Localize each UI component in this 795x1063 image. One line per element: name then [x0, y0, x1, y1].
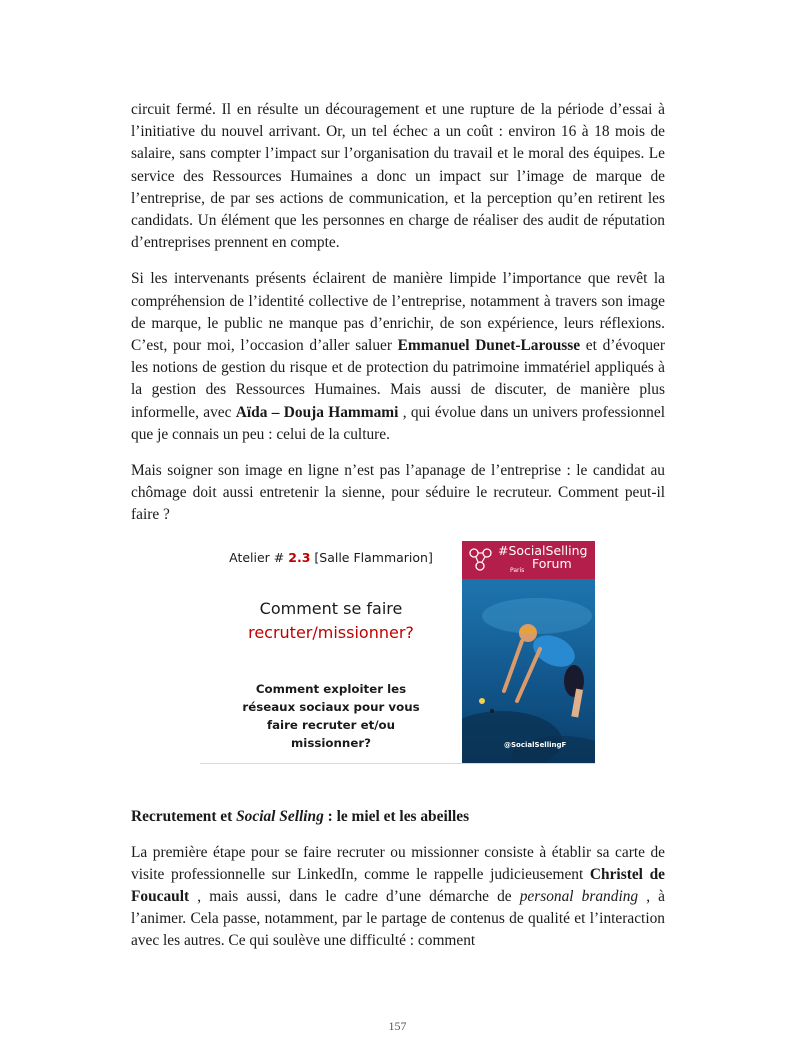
paragraph-4	[131, 842, 665, 953]
paragraph-2	[131, 268, 665, 446]
network-icon	[467, 545, 495, 575]
workshop-room: [Salle Flammarion]	[310, 549, 433, 565]
paragraph-2-text-b: et d’évoquer les notions de gestion du risque et de protection du patrimoine immatériel appliqués à la gestion des Ressources Humaines. Mais aussi de discuter, de manière plus informelle, avec	[131, 337, 665, 421]
heading-text-b: : le miel et les abeilles	[323, 807, 470, 825]
paragraph-2-text-a: Si les intervenants présents éclairent de manière limpide l’importance que revêt la compréhension de l’identité collective de l’entreprise, notamment à travers son image de marque, le public ne manque pas d’enrichir, de son expérience, leurs réflexions. C’est, pour moi, l’occasion d’aller saluer	[131, 270, 665, 355]
poster-handle: @SocialSellingF	[504, 740, 567, 749]
workshop-number: 2.3	[288, 549, 311, 565]
workshop-prefix: Atelier #	[229, 549, 289, 565]
slide-title-line-1: Comment se faire	[259, 598, 403, 618]
paragraph-3: Mais soigner son image en ligne n’est pas l’apanage de l’entreprise : le candidat au chômage doit aussi entretenir la sienne, pour séduire le recruteur. Comment peut-il faire ?	[131, 462, 665, 524]
snorkeler-illustration	[504, 624, 584, 717]
person-name-de-foucault: Christel de Foucault	[131, 865, 665, 906]
page-number: 157	[388, 1019, 407, 1033]
page-body	[131, 99, 665, 967]
heading-italic: Social Selling	[236, 807, 324, 825]
person-name-hammami: Aïda – Douja Hammami	[235, 403, 399, 421]
heading-text-a: Recrutement et	[131, 807, 237, 825]
workshop-label	[200, 550, 462, 565]
paragraph-2-text-c: , qui évolue dans un univers professionnel que je connais un peu : celui de la culture.	[131, 403, 665, 443]
poster-hashtag: #SocialSelling	[498, 542, 588, 558]
section-heading	[131, 806, 665, 828]
paragraph-4-text-b: , mais aussi, dans le cadre d’une démarche de	[189, 888, 520, 906]
workshop-figure	[200, 541, 595, 764]
workshop-slide	[200, 541, 462, 763]
paragraph-4-italic: personal branding	[519, 888, 639, 906]
slide-subtitle: Comment exploiter les réseaux sociaux pour vous faire recruter et/ou missionner?	[242, 681, 420, 750]
slide-title-line-2: recruter/missionner?	[248, 622, 414, 642]
paragraph-4-text-c: , à l’animer. Cela passe, notamment, par le partage de contenus de qualité et l’interaction avec les autres. Ce qui soulève une difficulté : comment	[131, 888, 665, 950]
paragraph-1: circuit fermé. Il en résulte un découragement et une rupture de la période d’essai à l’initiative du nouvel arrivant. Or, un tel échec a un coût : environ 16 à 18 mois de salaire, sans compter l’impact sur l’organisation du travail et le moral des équipes. Le service des Ressources Humaines a donc un impact sur l’image de marque de l’entreprise, de par ses actions de communication, et la perception qu’en retirent les candidats. Un élément que les personnes en charge de réaliser des audit de réputation d’entreprises prennent en compte.	[131, 101, 665, 252]
fish-icon	[479, 698, 485, 704]
person-name-dunet-larousse: Emmanuel Dunet-Larousse	[397, 337, 581, 355]
forum-poster	[462, 541, 595, 763]
poster-city: Paris	[510, 566, 525, 574]
paragraph-4-text-a: La première étape pour se faire recruter ou missionner consiste à établir sa carte de visite professionnelle sur LinkedIn, comme le rappelle judicieusement	[131, 843, 665, 883]
poster-forum: Forum	[532, 555, 572, 571]
